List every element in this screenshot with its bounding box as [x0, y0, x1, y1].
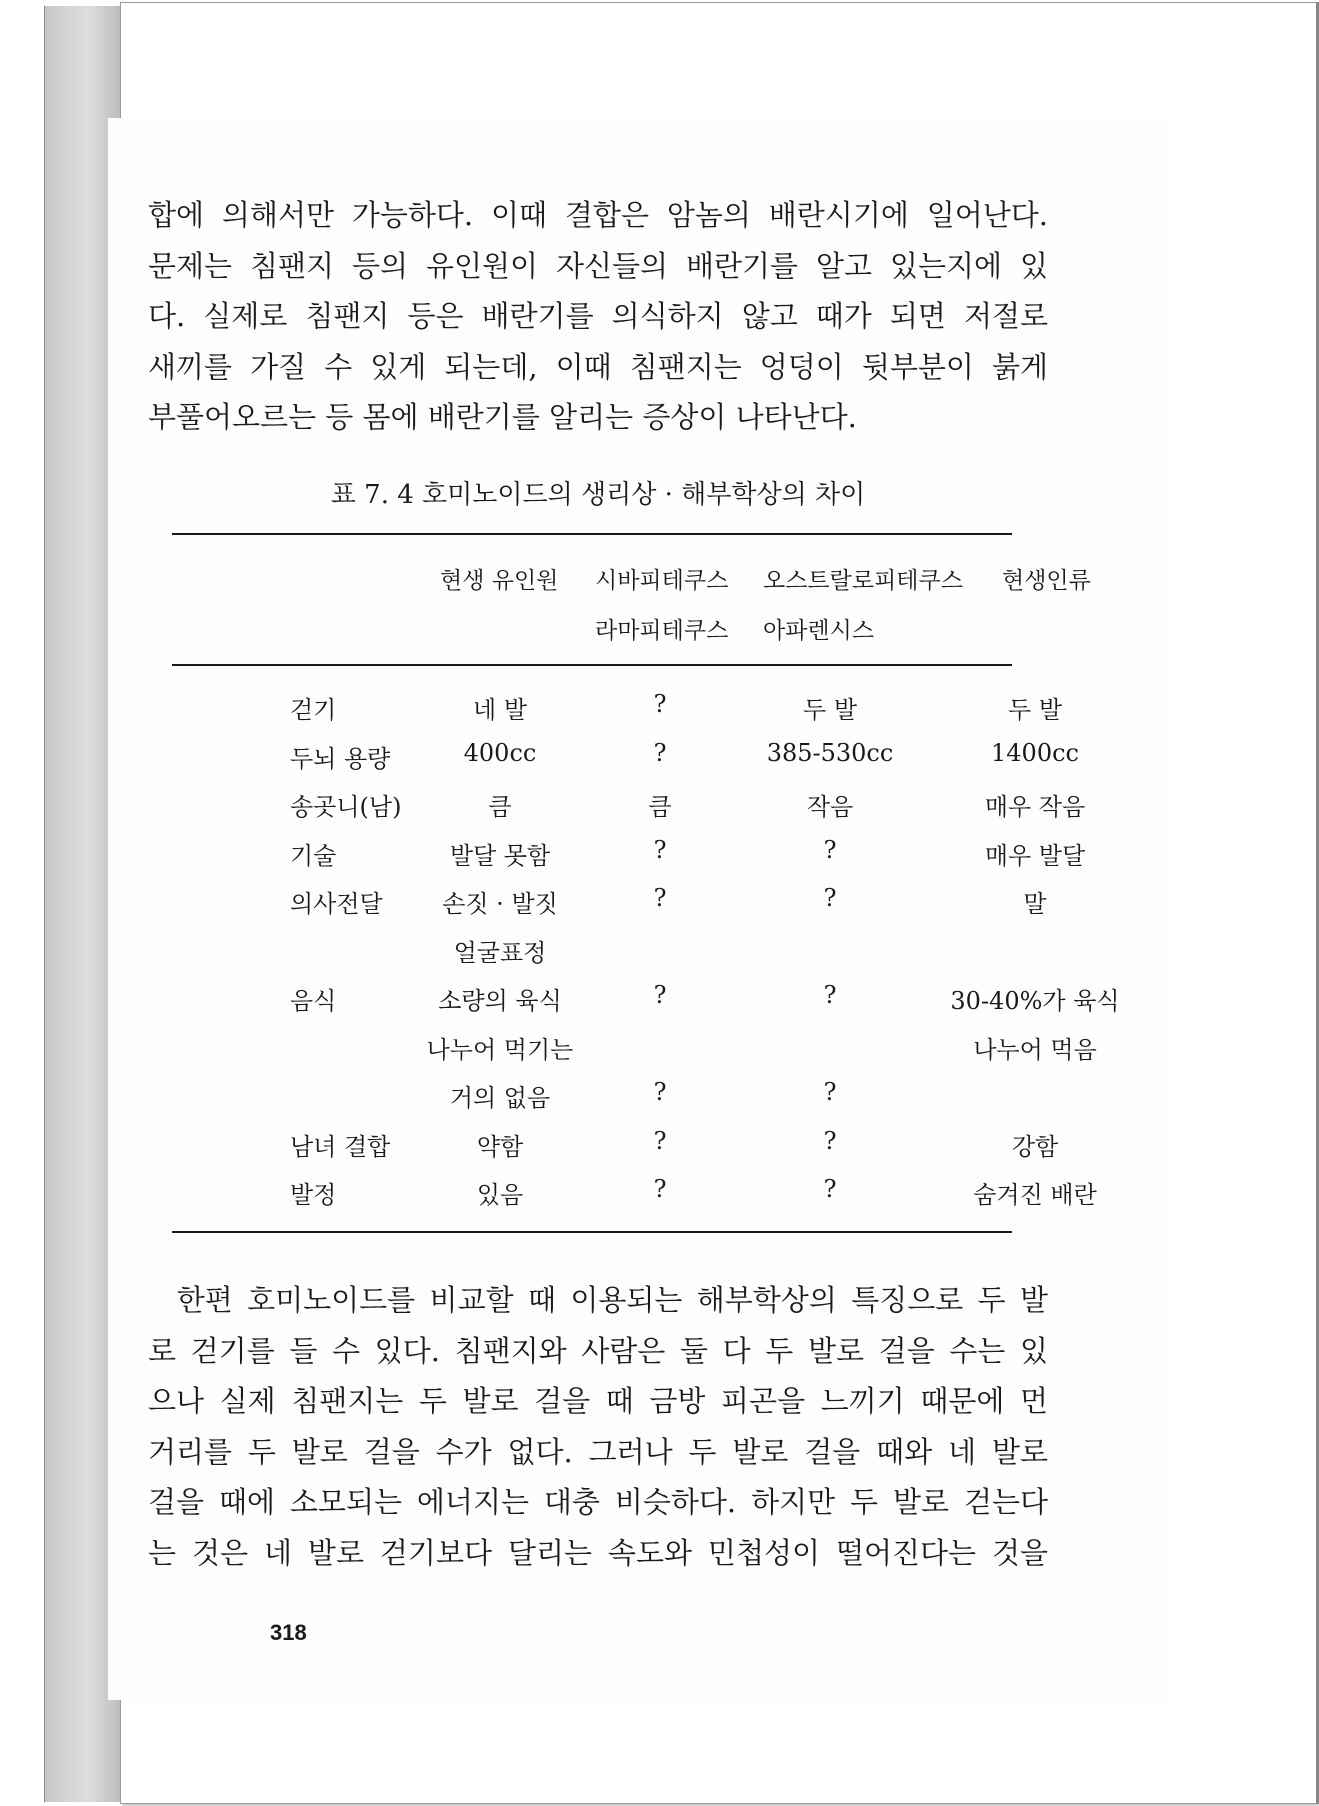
cell-siva: ? [653, 1078, 667, 1106]
row-label: 남녀 결합 [290, 1133, 391, 1161]
header-col-ramapithecus: 라마피테쿠스 [595, 618, 729, 644]
row-label: 걷기 [290, 696, 337, 724]
table-header-rule [172, 664, 1012, 666]
cell-human: 말 [1023, 890, 1047, 918]
cell-siva: ? [653, 1175, 667, 1203]
cell-australo: ? [823, 884, 837, 912]
cell-siva: ? [653, 690, 667, 718]
cell-human: 30-40%가 육식 [950, 987, 1120, 1015]
table-bottom-rule [172, 1231, 1012, 1233]
cell-apes: 있음 [476, 1181, 524, 1209]
cell-apes: 400cc [463, 739, 537, 767]
text-line: 로 걷기를 들 수 있다. 침팬지와 사람은 둘 다 두 발로 걸을 수는 있 [148, 1333, 1048, 1368]
text-line: 거리를 두 발로 걸을 수가 없다. 그러나 두 발로 걸을 때와 네 발로 [148, 1434, 1048, 1469]
header-col-australopithecus: 오스트랄로피테쿠스 [763, 568, 963, 594]
cell-australo: 두 발 [803, 696, 857, 724]
cell-siva: ? [653, 981, 667, 1009]
cell-apes: 거의 없음 [449, 1084, 551, 1112]
row-label: 의사전달 [290, 890, 383, 918]
text-line: 는 것은 네 발로 걷기보다 달리는 속도와 민첩성이 떨어진다는 것을 [148, 1535, 1048, 1570]
text-line: 합에 의해서만 가능하다. 이때 결합은 암놈의 배란시기에 일어난다. [148, 198, 1048, 232]
cell-australo: ? [823, 981, 837, 1009]
text-line: 문제는 침팬지 등의 유인원이 자신들의 배란기를 알고 있는지에 있 [148, 248, 1048, 283]
cell-apes: 큼 [488, 793, 512, 821]
paragraph-1 [148, 190, 1048, 443]
row-label: 두뇌 용량 [290, 745, 391, 773]
cell-australo: ? [823, 836, 837, 864]
cell-siva: ? [653, 836, 667, 864]
row-label: 송곳니(남) [290, 793, 402, 821]
cell-apes: 약함 [476, 1133, 524, 1161]
paragraph-2 [148, 1275, 1048, 1578]
row-label: 기술 [290, 842, 337, 870]
text-line: 새끼를 가질 수 있게 되는데, 이때 침팬지는 엉덩이 뒷부분이 붉게 [148, 349, 1048, 384]
cell-apes: 네 발 [473, 696, 527, 724]
header-col-humans: 현생인류 [1002, 568, 1091, 594]
cell-siva: ? [653, 884, 667, 912]
cell-human: 매우 작음 [984, 793, 1086, 821]
cell-australo: ? [823, 1127, 837, 1155]
table-top-rule [172, 533, 1012, 535]
table-caption: 표 7. 4 호미노이드의 생리상 · 해부학상의 차이 [330, 480, 866, 510]
cell-siva: 큼 [648, 793, 672, 821]
cell-human: 숨겨진 배란 [973, 1181, 1097, 1209]
cell-siva: ? [653, 1127, 667, 1155]
cell-apes: 나누어 먹기는 [426, 1036, 574, 1064]
header-col-apes: 현생 유인원 [440, 568, 559, 594]
text-line: 으나 실제 침팬지는 두 발로 걸을 때 금방 피곤을 느끼기 때문에 먼 [148, 1384, 1048, 1418]
text-line: 걸을 때에 소모되는 에너지는 대충 비슷하다. 하지만 두 발로 걷는다 [148, 1485, 1048, 1519]
cell-apes: 발달 못함 [449, 842, 551, 870]
cell-apes: 얼굴표정 [453, 939, 547, 967]
cell-australo: ? [823, 1078, 837, 1106]
cell-australo: 385-530cc [766, 739, 894, 767]
row-label: 발정 [290, 1181, 337, 1209]
cell-australo: 작음 [806, 793, 854, 821]
header-col-sivapithecus: 시바피테쿠스 [595, 568, 729, 594]
text-line: 다. 실제로 침팬지 등은 배란기를 의식하지 않고 때가 되면 저절로 [148, 299, 1048, 333]
cell-human: 나누어 먹음 [973, 1036, 1097, 1064]
cell-siva: ? [653, 739, 667, 767]
header-col-afarensis: 아파렌시스 [763, 618, 875, 644]
cell-apes: 소량의 육식 [438, 987, 562, 1015]
cell-human: 두 발 [1008, 696, 1062, 724]
row-label: 음식 [290, 987, 337, 1015]
text-line: 부풀어오르는 등 몸에 배란기를 알리는 증상이 나타난다. [148, 400, 857, 434]
cell-human: 매우 발달 [984, 842, 1086, 870]
text-line: 한편 호미노이드를 비교할 때 이용되는 해부학상의 특징으로 두 발 [148, 1283, 1048, 1317]
cell-australo: ? [823, 1175, 837, 1203]
cell-apes: 손짓 · 발짓 [442, 890, 558, 918]
cell-human: 1400cc [991, 739, 1079, 767]
cell-human: 강함 [1011, 1133, 1059, 1161]
page-number: 318 [270, 1620, 307, 1645]
